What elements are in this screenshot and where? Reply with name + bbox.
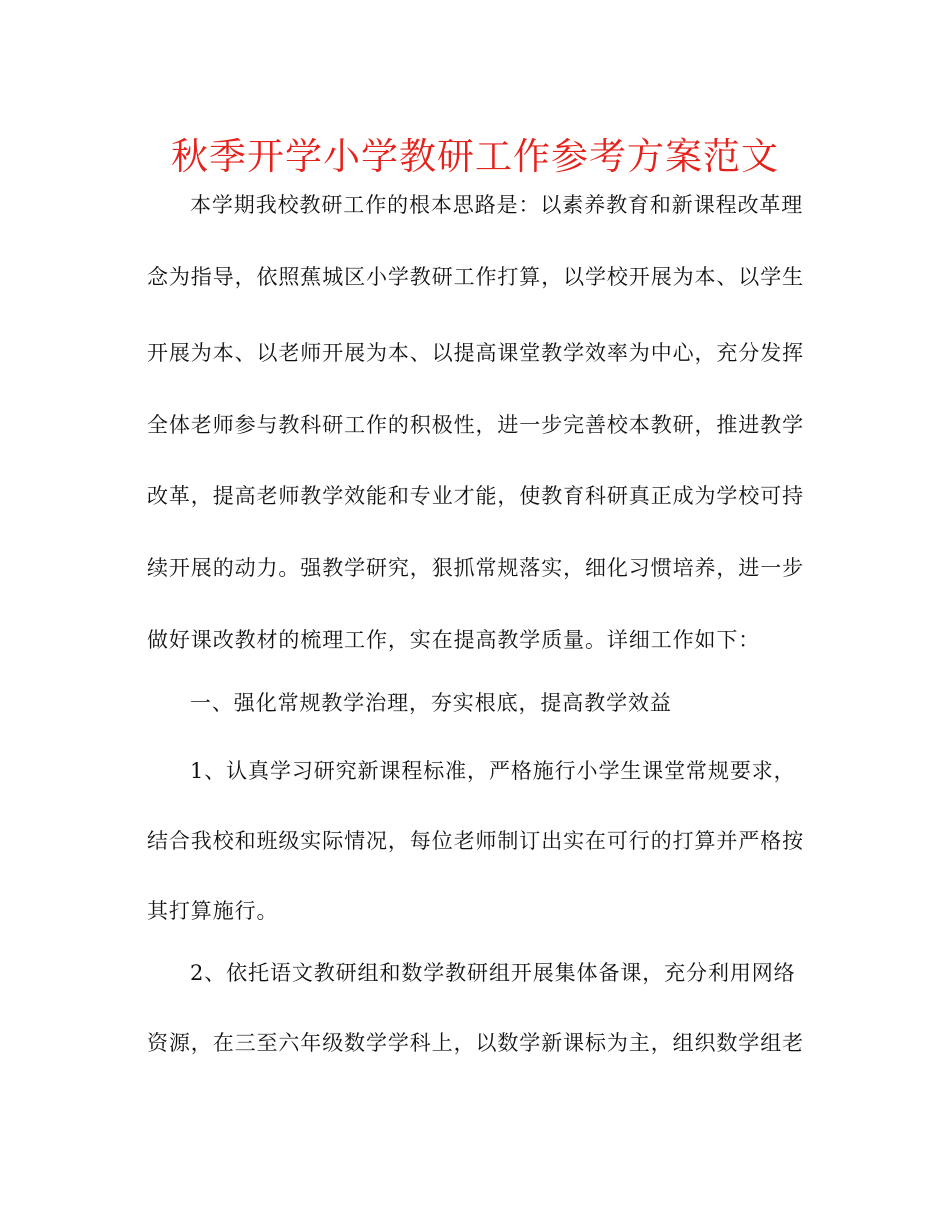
paragraph-line-6: 续开展的动力。强教学研究，狠抓常规落实，细化习惯培养，进一步 [147,556,804,580]
paragraph-line-5: 改革，提高老师教学效能和专业才能，使教育科研真正成为学校可持 [147,484,804,508]
section-heading-1: 一、强化常规教学治理，夯实根底，提高教学效益 [190,691,672,715]
item-1-line-3: 其打算施行。 [147,899,279,923]
item-2-line-2: 资源，在三至六年级数学学科上，以数学新课标为主，组织数学组老 [147,1031,804,1055]
item-1-line-2: 结合我校和班级实际情况，每位老师制订出实在可行的打算并严格按 [147,829,804,853]
paragraph-line-1: 本学期我校教研工作的根本思路是：以素养教育和新课程改革理 [190,193,804,217]
paragraph-line-7: 做好课改教材的梳理工作，实在提高教学质量。详细工作如下： [147,628,761,652]
item-2-line-1: 2、依托语文教研组和数学教研组开展集体备课，充分利用网络 [190,961,796,985]
document-title: 秋季开学小学教研工作参考方案范文 [171,135,779,178]
paragraph-line-2: 念为指导，依照蕉城区小学教研工作打算，以学校开展为本、以学生 [147,265,804,289]
item-1-line-1: 1、认真学习研究新课程标准，严格施行小学生课堂常规要求， [190,759,796,783]
paragraph-line-3: 开展为本、以老师开展为本、以提高课堂教学效率为中心，充分发挥 [147,341,804,365]
paragraph-line-4: 全体老师参与教科研工作的积极性，进一步完善校本教研，推进教学 [147,413,804,437]
